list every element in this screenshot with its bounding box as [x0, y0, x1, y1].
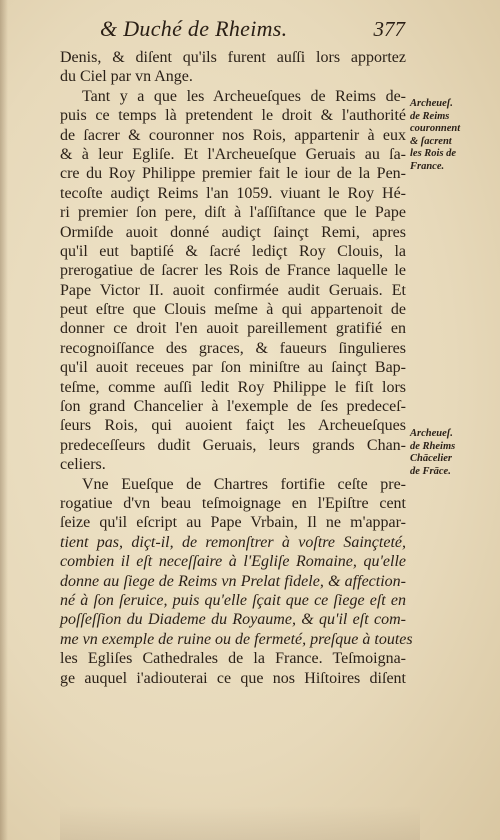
margin-note-line: de Frāce. [410, 465, 451, 477]
text-line: du Ciel par vn Ange. [60, 68, 193, 86]
text-line: teſme, comme auſſi ledit Roy Philippe le fiſt lors [60, 378, 406, 396]
text-line: cre du Roy Philippe premier fait le iour de la Pen- [60, 165, 406, 183]
margin-note-line: & ſacrent [410, 135, 452, 147]
text-line: predeceſſeurs dudit Geruais, leurs grands Chan- [60, 436, 406, 454]
text-line: donner ce droit l'en auoit pareillement gratifié en [60, 320, 406, 338]
text-line: peut eſtre que Clouis meſme à qui appartenoit de [60, 301, 406, 319]
running-title: & Duché de Rheims. [100, 16, 288, 41]
text-line: tecoſte audiçt Reims l'an 1059. viuant le Roy Hé- [60, 184, 406, 202]
margin-note-archbishops-chancellors [410, 428, 498, 478]
text-line: rogatiue d'vn beau teſmoignage en l'Epiſtre cent [60, 494, 406, 512]
text-line: combien il eſt neceſſaire à l'Egliſe Romaine, qu'elle [60, 553, 406, 571]
text-line: Ormiſde auoit donné audiçt ſainçt Remi, apres [60, 223, 406, 241]
margin-note-line: Archeueſ. [410, 428, 453, 439]
text-line: ſon grand Chancelier à l'exemple de ſes predeceſ- [60, 398, 406, 416]
text-line: tient pas, diçt-il, de remonſtrer à voſtre Sainçteté, [60, 533, 406, 551]
margin-note-line: Archeueſ. [410, 98, 453, 109]
margin-note-line: Chācelier [410, 453, 452, 464]
text-line: de ſacrer & couronner nos Rois, appartenir à eux [60, 126, 406, 144]
text-line: Tant y a que les Archeueſques de Reims de- [82, 87, 406, 105]
page-header [0, 14, 500, 44]
page-gutter-shadow [0, 0, 8, 840]
text-line: ri premier ſon pere, diſt à l'aſſiſtance que le Pape [60, 204, 406, 222]
bottom-page-shadow [60, 806, 420, 840]
text-line: me vn exemple de ruine ou de fermeté, preſque à toutes [60, 630, 413, 648]
text-line: qu'il eut baptiſé & ſacré lediçt Roy Clouis, la [60, 242, 406, 260]
text-line: celiers. [60, 456, 106, 474]
page-number: 377 [373, 17, 405, 41]
margin-note-line: France. [410, 160, 445, 172]
text-line: puis ce temps là pretendent le droit & l'authorité [60, 107, 406, 125]
text-line: donne au ſiege de Reims vn Prelat fidele, & affection- [60, 572, 406, 590]
text-line: recognoiſſance des graces, & faueurs ſingulieres [60, 339, 406, 357]
margin-note-line: les Rois de [410, 148, 457, 159]
text-line: né à ſon ſeruice, puis qu'elle ſçait que ce ſiege eſt en [60, 591, 406, 609]
text-line: ge auquel i'adiouterai ce que nos Hiſtoires diſent [60, 669, 406, 687]
margin-note-archbishops-crown-kings [410, 98, 498, 173]
margin-note-line: de Reims [410, 110, 450, 122]
margin-note-line: de Rheims [410, 440, 456, 452]
text-line: les Egliſes Cathedrales de la France. Teſmoigna- [60, 650, 406, 668]
margin-note-line: couronnent [410, 123, 461, 134]
text-line: ſeize qu'il eſcript au Pape Vrbain, Il ne m'appar- [60, 514, 406, 532]
text-line: Pape Victor II. auoit confirmée audit Geruais. Et [60, 281, 406, 299]
text-line: poſſeſſion du Diademe du Royaume, & qu'il eſt com- [60, 611, 406, 629]
text-line: prerogatiue de ſacrer les Rois de France laquelle le [60, 262, 406, 280]
text-line: qu'il auoit receues par ſon miniſtre au ſainçt Bap- [60, 359, 406, 377]
text-line: Vne Eueſque de Chartres fortifie ceſte pre- [82, 475, 406, 493]
text-line: Denis, & diſent qu'ils furent auſſi lors apportez [60, 49, 406, 66]
text-line: & à leur Egliſe. Et l'Archeueſque Geruais au ſa- [60, 145, 406, 163]
text-line: ſeurs Rois, qui auoient faiçt les Archeueſques [60, 417, 406, 435]
body-text [60, 48, 413, 688]
